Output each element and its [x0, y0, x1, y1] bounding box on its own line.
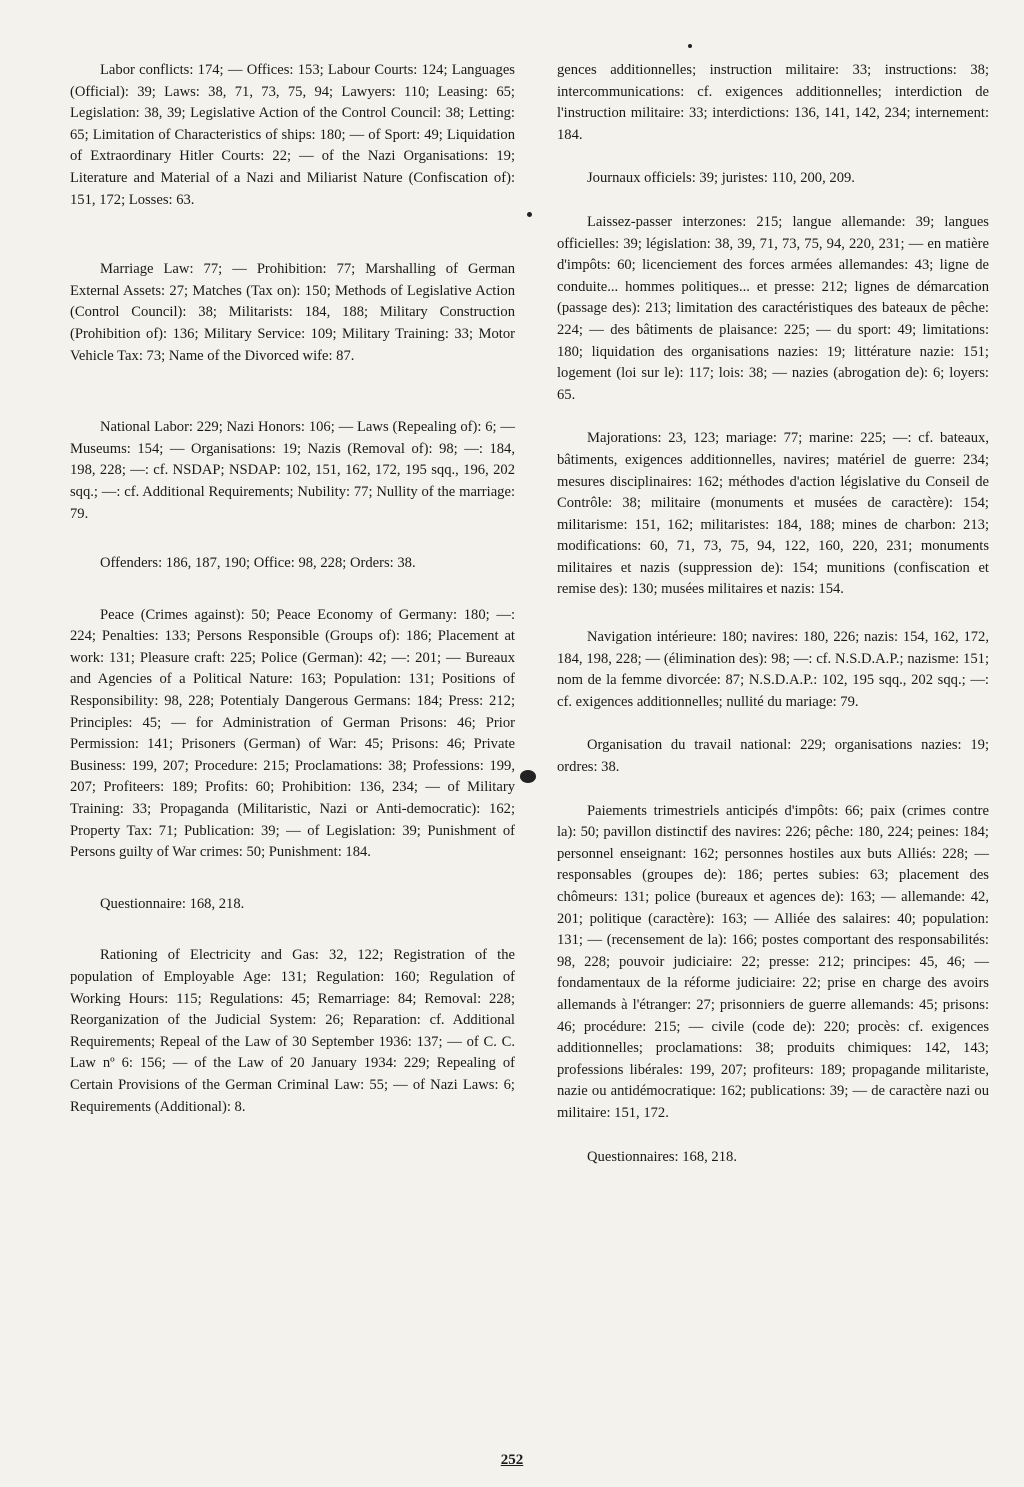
- index-entry-n-fr: Navigation intérieure: 180; navires: 180, 226; nazis: 154, 162, 172, 184, 198, 228; — (élimination des): 98; —: cf. N.S.D.A.P.; nazisme: 151; nom de la femme divorcée: 87; N.S.D.A.P.: 102, 195 sqq., 202 sqq.; —: cf. exigences additionnelles; nullité du mariage: 79.: [557, 629, 989, 710]
- index-entry-o-fr: Organisation du travail national: 229; organisations nazies: 19; ordres: 38.: [557, 737, 989, 776]
- ink-speck: [688, 44, 692, 48]
- index-entry-j: Journaux officiels: 39; juristes: 110, 200, 209.: [587, 170, 855, 187]
- index-entry-n: National Labor: 229; Nazi Honors: 106; — Laws (Repealing of): 6; — Museums: 154; — Organisations: 19; Nazis (Removal of): 98; —: 184, 198, 228; —: cf. NSDAP; NSDAP: 102, 151, 162, 172, 195 sqq., 196, 202 sqq.; —: cf. Additional Requirements; Nubility: 77; Nullity of the marriage: 79.: [70, 419, 515, 522]
- index-entry-o: Offenders: 186, 187, 190; Office: 98, 228; Orders: 38.: [100, 555, 416, 572]
- right-column: [557, 60, 989, 1218]
- ink-blot: [520, 770, 536, 783]
- index-entry-m-fr: Majorations: 23, 123; mariage: 77; marine: 225; —: cf. bateaux, bâtiments, exigences additionnelles, navires; matériel de guerre: 234; mesures disciplinaires: 162; méthodes d'action législative du Conseil de Contrôle: 38; militaire (monuments et musées de caractère): 154; militarisme: 151, 162; militaristes: 184, 188; mines de charbon: 213; modifications: 60, 71, 73, 75, 94, 122, 160, 220, 231; monuments militaires et nazis (suppression de): 154; munitions (confiscation et remise des): 130; musées militaires et nazis: 154.: [557, 430, 989, 598]
- index-entry-p-fr: Paiements trimestriels anticipés d'impôts: 66; paix (crimes contre la): 50; pavillon distinctif des navires: 226; pêche: 180, 224; peines: 184; personnel enseignant: 162; personnes hostiles aux buts Alliés: 228; — responsables (groupes de): 186; pertes subies: 63; placement des chômeurs: 131; police (bureaux et agences de): 163; — allemande: 42, 201; politique (caractère): 163; — Alliée des salaires: 40; population: 131; — (recensement de la): 166; postes comportant des responsabilités: 98, 228; pouvoir judiciaire: 22; presse: 212; principes: 45, 46; — fondamentaux de la réforme judiciaire: 22; prise en charge des avoirs allemands à l'étranger: 27; prisonniers de guerre allemands: 45; prisons: 46; procédure: 215; — civile (code de): 220; procès: cf. exigences additionnelles; proclamations: 38; produits chimiques: 142, 143; professions libérales: 199, 207; profiteurs: 189; propagande militariste, nazie ou antidémocratique: 162; publications: 39; — de caractère nazi ou militaire: 151, 172.: [557, 802, 989, 1121]
- index-entry-m: Marriage Law: 77; — Prohibition: 77; Marshalling of German External Assets: 27; Matches (Tax on): 150; Methods of Legislative Action (Control Council): 38; Militarists: 184, 188; Military Construction (Prohibition of): 136; Military Service: 109; Military Training: 33; Motor Vehicle Tax: 73; Name of the Divorced wife: 87.: [70, 261, 515, 364]
- left-column: [70, 60, 515, 1168]
- index-entry-r: Rationing of Electricity and Gas: 32, 122; Registration of the population of Employable Age: 131; Regulation: 160; Regulation of Working Hours: 115; Regulations: 45; Remarriage: 84; Removal: 228; Reorganization of the Judicial System: 26; Reparation: cf. Additional Requirements; Repeal of the Law of 30 September 1936: 137; — of C. C. Law nº 6: 156; — of the Law of 20 January 1934: 229; Repealing of Certain Provisions of the German Criminal Law: 55; — of Nazi Laws: 6; Requirements (Additional): 8.: [70, 947, 515, 1115]
- index-entry-l-fr: Laissez-passer interzones: 215; langue allemande: 39; langues officielles: 39; législation: 38, 39, 71, 73, 75, 94, 220, 231; — en matière d'impôts: 60; licenciement des forces armées allemandes: 43; ligne de conduite... hommes politiques... et presse: 212; lignes de démarcation (passage des): 213; limitation des caractéristiques des bateaux de pêche: 224; — des bâtiments de plaisance: 225; — du sport: 49; limitations: 180; liquidation des organisations nazies: 19; littérature nazie: 151; logement (loi sur le): 117; lois: 38; — nazies (abrogation de): 6; loyers: 65.: [557, 213, 989, 403]
- index-entry-q-fr: Questionnaires: 168, 218.: [587, 1148, 737, 1165]
- index-entry-l: Labor conflicts: 174; — Offices: 153; Labour Courts: 124; Languages (Official): 39; Laws: 38, 71, 73, 75, 94; Lawyers: 110; Leasing: 65; Legislation: 38, 39; Legislative Action of the Control Council: 38; Letting: 65; Limitation of Characteristics of ships: 180; — of Sport: 49; Liquidation of Extraordinary Hitler Courts: 22; — of the Nazi Organisations: 19; Literature and Material of a Nazi and Miliarist Nature (Confiscation of): 151, 172; Losses: 63.: [70, 62, 515, 208]
- page-number: 252: [500, 1452, 524, 1468]
- index-entry-i-continued: gences additionnelles; instruction militaire: 33; instructions: 38; intercommunications: cf. exigences additionnelles; interdiction de l'instruction militaire: 33; interdictions: 136, 141, 142, 234; internement: 184.: [557, 62, 989, 143]
- ink-speck: [527, 212, 532, 217]
- index-entry-p: Peace (Crimes against): 50; Peace Economy of Germany: 180; —: 224; Penalties: 133; Persons Responsible (Groups of): 186; Placement at work: 131; Pleasure craft: 225; Police (German): 42; —: 201; — Bureaux and Agencies of a Political Nature: 163; Population: 131; Positions of Responsibility: 98, 228; Potentialy Dangerous Germans: 184; Press: 212; Principles: 45; — for Administration of German Prisons: 46; Prior Permission: 141; Prisoners (German) of War: 45; Prisons: 46; Private Business: 199, 207; Procedure: 215; Proclamations: 38; Professions: 199, 207; Profiteers: 189; Profits: 60; Prohibition: 136, 234; — of Military Training: 33; Propaganda (Militaristic, Nazi or Anti-democratic): 162; Property Tax: 71; Publication: 39; — of Legislation: 39; Punishment of Persons guilty of War crimes: 50; Punishment: 184.: [70, 606, 515, 861]
- index-entry-q: Questionnaire: 168, 218.: [100, 895, 245, 912]
